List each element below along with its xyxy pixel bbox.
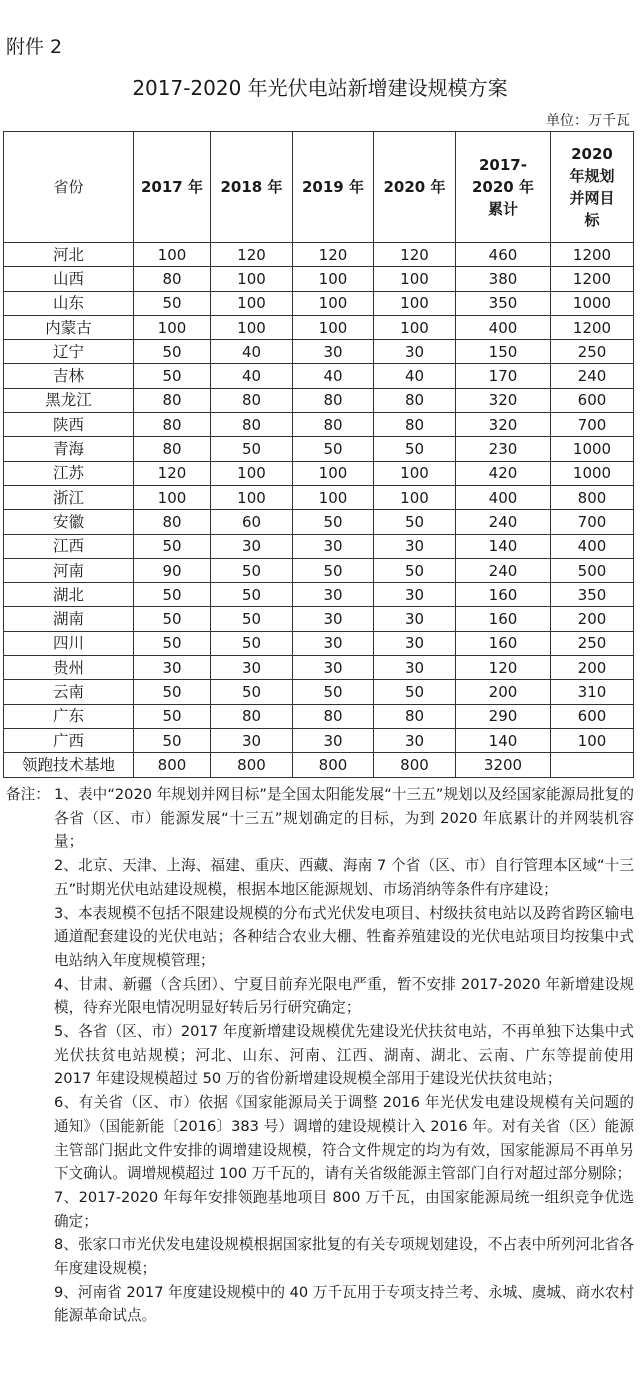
value-cell: 140 bbox=[456, 534, 551, 558]
value-cell: 200 bbox=[551, 656, 634, 680]
note-indent bbox=[6, 1091, 54, 1186]
value-cell: 50 bbox=[293, 437, 374, 461]
value-cell: 50 bbox=[211, 437, 293, 461]
value-cell: 320 bbox=[456, 388, 551, 412]
value-cell: 80 bbox=[134, 388, 211, 412]
value-cell: 200 bbox=[551, 607, 634, 631]
value-cell: 50 bbox=[134, 364, 211, 388]
province-cell: 陕西 bbox=[4, 413, 134, 437]
value-cell: 310 bbox=[551, 680, 634, 704]
value-cell: 240 bbox=[456, 558, 551, 582]
value-cell: 3200 bbox=[456, 753, 551, 777]
value-cell: 50 bbox=[134, 583, 211, 607]
value-cell: 50 bbox=[134, 680, 211, 704]
value-cell: 30 bbox=[293, 607, 374, 631]
value-cell: 420 bbox=[456, 461, 551, 485]
value-cell: 30 bbox=[134, 656, 211, 680]
value-cell: 80 bbox=[293, 704, 374, 728]
province-cell: 广西 bbox=[4, 728, 134, 752]
value-cell: 250 bbox=[551, 631, 634, 655]
value-cell: 100 bbox=[374, 461, 456, 485]
value-cell: 100 bbox=[211, 485, 293, 509]
value-cell: 200 bbox=[456, 680, 551, 704]
note-item bbox=[6, 973, 634, 1020]
column-header: 2020 年规划并网目标 bbox=[551, 132, 634, 243]
value-cell: 460 bbox=[456, 243, 551, 267]
value-cell: 50 bbox=[293, 558, 374, 582]
province-cell: 安徽 bbox=[4, 510, 134, 534]
note-indent bbox=[6, 1020, 54, 1091]
note-text: 1、表中“2020 年规划并网目标”是全国太阳能发展“十三五”规划以及经国家能源局批复的各省（区、市）能源发展“十三五”规划确定的目标，为到 2020 年底累计的并网装机容量； bbox=[54, 786, 634, 851]
value-cell: 50 bbox=[211, 583, 293, 607]
table-row bbox=[4, 656, 634, 680]
note-text: 5、各省（区、市）2017 年度新增建设规模优先建设光伏扶贫电站，不再单独下达集中式光伏扶贫电站规模；河北、山东、河南、江西、湖南、湖北、云南、广东等提前使用 2017 年建设规模超过 50 万的省份新增建设规模全部用于建设光伏扶贫电站； bbox=[54, 1023, 634, 1088]
note-text: 7、2017-2020 年每年安排领跑基地项目 800 万千瓦，由国家能源局统一组织竞争优选确定； bbox=[54, 1188, 634, 1230]
value-cell: 100 bbox=[374, 291, 456, 315]
province-cell: 青海 bbox=[4, 437, 134, 461]
document-title: 2017-2020 年光伏电站新增建设规模方案 bbox=[132, 76, 508, 100]
value-cell: 40 bbox=[211, 364, 293, 388]
value-cell: 160 bbox=[456, 631, 551, 655]
value-cell: 80 bbox=[134, 413, 211, 437]
value-cell: 800 bbox=[293, 753, 374, 777]
value-cell: 100 bbox=[293, 291, 374, 315]
note-text: 4、甘肃、新疆（含兵团）、宁夏目前弃光限电严重，暂不安排 2017-2020 年新增建设规模，待弃光限电情况明显好转后另行研究确定； bbox=[54, 975, 634, 1017]
table-row bbox=[4, 485, 634, 509]
value-cell: 80 bbox=[134, 437, 211, 461]
notes-section bbox=[6, 783, 634, 1328]
value-cell: 50 bbox=[134, 728, 211, 752]
province-cell: 贵州 bbox=[4, 656, 134, 680]
value-cell: 800 bbox=[211, 753, 293, 777]
value-cell: 40 bbox=[293, 364, 374, 388]
value-cell: 500 bbox=[551, 558, 634, 582]
column-header: 2020 年 bbox=[374, 132, 456, 243]
note-indent bbox=[6, 973, 54, 1020]
note-indent bbox=[6, 854, 54, 901]
value-cell: 50 bbox=[211, 607, 293, 631]
value-cell: 30 bbox=[293, 583, 374, 607]
note-item bbox=[6, 854, 634, 901]
value-cell: 240 bbox=[456, 510, 551, 534]
table-row bbox=[4, 340, 634, 364]
value-cell: 30 bbox=[374, 631, 456, 655]
table-row bbox=[4, 267, 634, 291]
value-cell: 120 bbox=[456, 656, 551, 680]
value-cell: 80 bbox=[293, 388, 374, 412]
table-row bbox=[4, 680, 634, 704]
value-cell: 50 bbox=[134, 340, 211, 364]
value-cell: 50 bbox=[211, 680, 293, 704]
value-cell: 600 bbox=[551, 704, 634, 728]
value-cell: 800 bbox=[374, 753, 456, 777]
column-header: 2017-2020 年累计 bbox=[456, 132, 551, 243]
value-cell: 100 bbox=[211, 315, 293, 339]
table-row bbox=[4, 291, 634, 315]
value-cell: 100 bbox=[211, 267, 293, 291]
province-cell: 山西 bbox=[4, 267, 134, 291]
note-item bbox=[6, 1020, 634, 1091]
value-cell: 350 bbox=[456, 291, 551, 315]
value-cell: 380 bbox=[456, 267, 551, 291]
note-text: 8、张家口市光伏发电建设规模根据国家批复的有关专项规划建设，不占表中所列河北省各年度建设规模； bbox=[54, 1236, 634, 1278]
value-cell: 50 bbox=[374, 437, 456, 461]
value-cell: 80 bbox=[211, 388, 293, 412]
value-cell: 30 bbox=[293, 631, 374, 655]
value-cell: 400 bbox=[456, 485, 551, 509]
province-cell: 吉林 bbox=[4, 364, 134, 388]
value-cell: 30 bbox=[293, 656, 374, 680]
value-cell: 80 bbox=[134, 510, 211, 534]
province-cell: 河南 bbox=[4, 558, 134, 582]
value-cell: 100 bbox=[134, 485, 211, 509]
table-row bbox=[4, 534, 634, 558]
value-cell: 80 bbox=[211, 413, 293, 437]
province-cell: 湖南 bbox=[4, 607, 134, 631]
value-cell: 40 bbox=[374, 364, 456, 388]
column-header: 省份 bbox=[4, 132, 134, 243]
table-row bbox=[4, 753, 634, 777]
province-cell: 广东 bbox=[4, 704, 134, 728]
value-cell: 30 bbox=[293, 534, 374, 558]
value-cell: 100 bbox=[551, 728, 634, 752]
table-row bbox=[4, 558, 634, 582]
value-cell: 30 bbox=[211, 534, 293, 558]
table-row bbox=[4, 243, 634, 267]
value-cell: 100 bbox=[211, 461, 293, 485]
table-row bbox=[4, 364, 634, 388]
value-cell: 50 bbox=[134, 607, 211, 631]
value-cell: 100 bbox=[374, 485, 456, 509]
province-cell: 山东 bbox=[4, 291, 134, 315]
value-cell: 100 bbox=[293, 461, 374, 485]
value-cell: 700 bbox=[551, 413, 634, 437]
value-cell: 1200 bbox=[551, 315, 634, 339]
province-cell: 辽宁 bbox=[4, 340, 134, 364]
value-cell: 1200 bbox=[551, 267, 634, 291]
value-cell: 250 bbox=[551, 340, 634, 364]
value-cell: 100 bbox=[374, 315, 456, 339]
note-text: 3、本表规模不包括不限建设规模的分布式光伏发电项目、村级扶贫电站以及跨省跨区输电通道配套建设的光伏电站；各种结合农业大棚、牲畜养殖建设的光伏电站项目均按集中式电站纳入年度规模管理； bbox=[54, 904, 634, 969]
value-cell: 350 bbox=[551, 583, 634, 607]
note-text: 2、北京、天津、上海、福建、重庆、西藏、海南 7 个省（区、市）自行管理本区域“十三五”时期光伏电站建设规模，根据本地区能源规划、市场消纳等条件有序建设； bbox=[54, 857, 634, 898]
value-cell: 150 bbox=[456, 340, 551, 364]
value-cell: 30 bbox=[374, 656, 456, 680]
value-cell: 800 bbox=[134, 753, 211, 777]
value-cell: 30 bbox=[293, 340, 374, 364]
value-cell: 1000 bbox=[551, 291, 634, 315]
value-cell: 30 bbox=[374, 583, 456, 607]
note-item bbox=[6, 783, 634, 854]
value-cell: 170 bbox=[456, 364, 551, 388]
value-cell: 100 bbox=[293, 267, 374, 291]
table-row bbox=[4, 607, 634, 631]
table-row bbox=[4, 728, 634, 752]
value-cell: 600 bbox=[551, 388, 634, 412]
value-cell: 50 bbox=[293, 510, 374, 534]
value-cell: 80 bbox=[134, 267, 211, 291]
value-cell: 160 bbox=[456, 607, 551, 631]
value-cell: 800 bbox=[551, 485, 634, 509]
value-cell: 230 bbox=[456, 437, 551, 461]
value-cell: 30 bbox=[374, 728, 456, 752]
table-row bbox=[4, 437, 634, 461]
value-cell: 30 bbox=[374, 340, 456, 364]
notes-label: 备注： bbox=[6, 786, 50, 803]
province-cell: 河北 bbox=[4, 243, 134, 267]
value-cell: 120 bbox=[134, 461, 211, 485]
note-item bbox=[6, 902, 634, 973]
value-cell: 30 bbox=[374, 534, 456, 558]
province-cell: 内蒙古 bbox=[4, 315, 134, 339]
value-cell: 120 bbox=[374, 243, 456, 267]
value-cell: 400 bbox=[456, 315, 551, 339]
note-indent bbox=[6, 1281, 54, 1328]
value-cell: 60 bbox=[211, 510, 293, 534]
column-header: 2017 年 bbox=[134, 132, 211, 243]
table-row bbox=[4, 704, 634, 728]
value-cell: 80 bbox=[374, 413, 456, 437]
value-cell: 80 bbox=[374, 388, 456, 412]
province-cell: 浙江 bbox=[4, 485, 134, 509]
value-cell: 50 bbox=[211, 631, 293, 655]
value-cell: 100 bbox=[134, 243, 211, 267]
note-indent bbox=[6, 1186, 54, 1233]
note-indent bbox=[6, 1233, 54, 1280]
province-cell: 湖北 bbox=[4, 583, 134, 607]
note-indent bbox=[6, 902, 54, 973]
province-cell: 四川 bbox=[4, 631, 134, 655]
value-cell: 90 bbox=[134, 558, 211, 582]
province-cell: 江苏 bbox=[4, 461, 134, 485]
value-cell: 50 bbox=[293, 680, 374, 704]
note-text: 6、有关省（区、市）依据《国家能源局关于调整 2016 年光伏发电建设规模有关问题的通知》（国能新能〔2016〕383 号）调增的建设规模计入 2016 年。对有关省（区）能源主管部门据此文件安排的调增建设规模，符合文件规定的均为有效，国家能源局不再单另下文确认。调增规模超过 100 万千瓦的，请有关省级能源主管部门自行对超过部分剔除； bbox=[54, 1094, 634, 1183]
value-cell: 120 bbox=[211, 243, 293, 267]
province-cell: 云南 bbox=[4, 680, 134, 704]
value-cell: 1000 bbox=[551, 437, 634, 461]
value-cell: 100 bbox=[293, 485, 374, 509]
province-cell: 领跑技术基地 bbox=[4, 753, 134, 777]
province-cell: 黑龙江 bbox=[4, 388, 134, 412]
value-cell: 140 bbox=[456, 728, 551, 752]
value-cell: 50 bbox=[134, 631, 211, 655]
note-text: 9、河南省 2017 年度建设规模中的 40 万千瓦用于专项支持兰考、永城、虞城、商水农村能源革命试点。 bbox=[54, 1283, 634, 1325]
value-cell: 100 bbox=[134, 315, 211, 339]
value-cell: 30 bbox=[293, 728, 374, 752]
table-row bbox=[4, 413, 634, 437]
value-cell: 290 bbox=[456, 704, 551, 728]
value-cell: 120 bbox=[293, 243, 374, 267]
value-cell: 50 bbox=[134, 534, 211, 558]
value-cell: 40 bbox=[211, 340, 293, 364]
province-cell: 江西 bbox=[4, 534, 134, 558]
attachment-label: 附件 2 bbox=[6, 36, 63, 58]
value-cell: 50 bbox=[134, 291, 211, 315]
table-row bbox=[4, 510, 634, 534]
value-cell bbox=[551, 753, 634, 777]
capacity-table bbox=[3, 131, 634, 778]
table-row bbox=[4, 315, 634, 339]
column-header: 2019 年 bbox=[293, 132, 374, 243]
table-row bbox=[4, 388, 634, 412]
table-row bbox=[4, 461, 634, 485]
value-cell: 400 bbox=[551, 534, 634, 558]
value-cell: 80 bbox=[211, 704, 293, 728]
value-cell: 100 bbox=[293, 315, 374, 339]
value-cell: 700 bbox=[551, 510, 634, 534]
value-cell: 50 bbox=[374, 680, 456, 704]
value-cell: 50 bbox=[374, 558, 456, 582]
value-cell: 100 bbox=[374, 267, 456, 291]
value-cell: 30 bbox=[374, 607, 456, 631]
value-cell: 30 bbox=[211, 656, 293, 680]
value-cell: 1000 bbox=[551, 461, 634, 485]
table-row bbox=[4, 631, 634, 655]
value-cell: 80 bbox=[293, 413, 374, 437]
note-item bbox=[6, 1233, 634, 1280]
table-header-row bbox=[4, 132, 634, 243]
value-cell: 50 bbox=[134, 704, 211, 728]
value-cell: 50 bbox=[211, 558, 293, 582]
note-item bbox=[6, 1186, 634, 1233]
column-header: 2018 年 bbox=[211, 132, 293, 243]
value-cell: 240 bbox=[551, 364, 634, 388]
value-cell: 30 bbox=[211, 728, 293, 752]
note-item bbox=[6, 1091, 634, 1186]
value-cell: 320 bbox=[456, 413, 551, 437]
value-cell: 100 bbox=[211, 291, 293, 315]
value-cell: 1200 bbox=[551, 243, 634, 267]
value-cell: 50 bbox=[374, 510, 456, 534]
value-cell: 160 bbox=[456, 583, 551, 607]
note-item bbox=[6, 1281, 634, 1328]
unit-label: 单位：万千瓦 bbox=[546, 113, 630, 129]
table-row bbox=[4, 583, 634, 607]
value-cell: 80 bbox=[374, 704, 456, 728]
